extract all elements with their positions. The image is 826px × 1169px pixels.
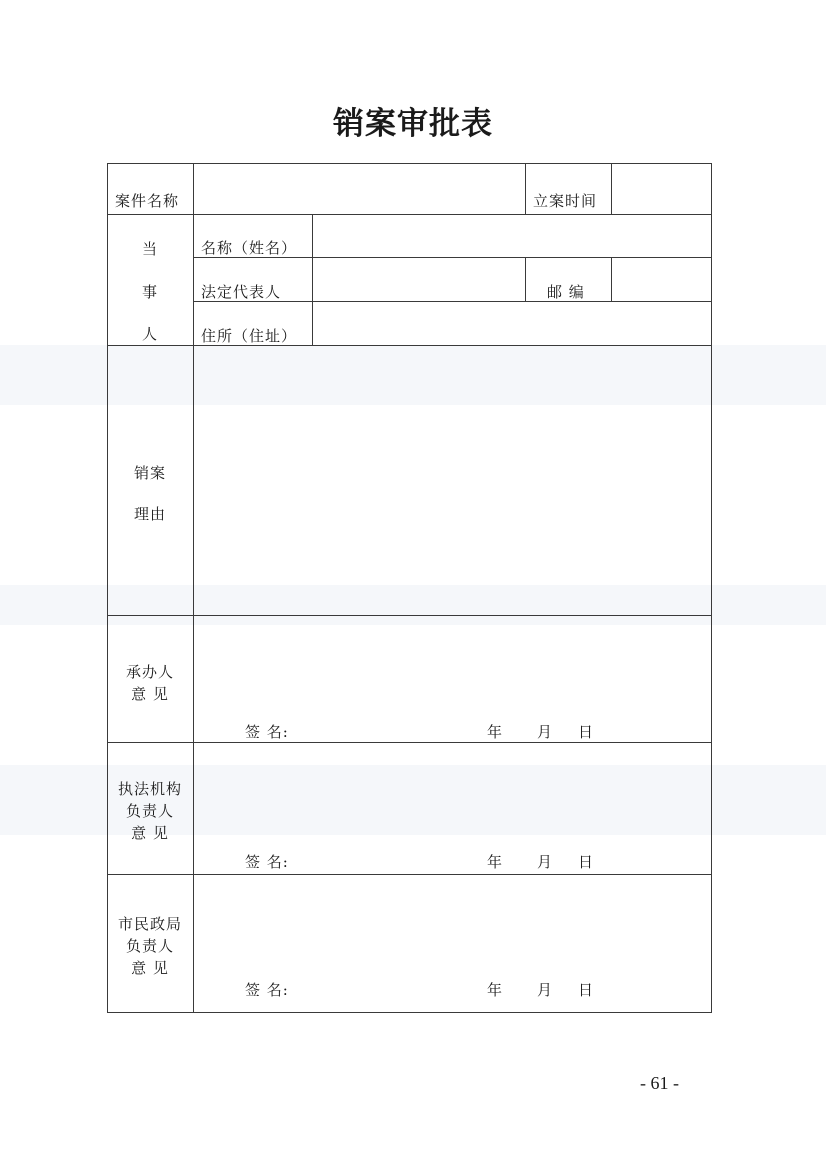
filing-time-label: 立案时间 <box>533 192 598 210</box>
agency-year: 年 <box>487 853 504 871</box>
party-label-char-3: 人 <box>141 325 158 343</box>
agency-month: 月 <box>537 853 554 871</box>
handler-label-line2: 意 见 <box>131 685 169 703</box>
bureau-month: 月 <box>537 981 554 999</box>
bureau-label-line1: 市民政局 <box>117 915 182 933</box>
address-label: 住所（住址） <box>201 327 298 345</box>
bureau-label-line2: 负责人 <box>125 937 174 955</box>
handler-month: 月 <box>537 723 554 741</box>
bureau-day: 日 <box>578 981 595 999</box>
agency-label-line1: 执法机构 <box>117 780 182 798</box>
agency-day: 日 <box>578 853 595 871</box>
page-title: 销案审批表 <box>333 106 493 142</box>
party-label-char-1: 当 <box>141 240 158 258</box>
handler-year: 年 <box>487 723 504 741</box>
reason-label-line1: 销案 <box>133 464 166 482</box>
bureau-year: 年 <box>487 981 504 999</box>
agency-label-line3: 意 见 <box>131 824 169 842</box>
agency-sign-label[interactable]: 签 名: <box>245 853 289 871</box>
handler-day: 日 <box>578 723 595 741</box>
postcode-label: 邮 编 <box>547 283 585 301</box>
show-through-band <box>0 345 826 405</box>
party-name-label: 名称（姓名） <box>201 239 298 257</box>
bureau-sign-label[interactable]: 签 名: <box>245 981 289 999</box>
handler-label-line1: 承办人 <box>125 663 174 681</box>
party-label-char-2: 事 <box>141 283 158 301</box>
reason-label-line2: 理由 <box>133 505 166 523</box>
agency-label-line2: 负责人 <box>125 802 174 820</box>
case-name-label: 案件名称 <box>115 192 180 210</box>
page-number: - 61 - <box>640 1073 679 1093</box>
legal-rep-label: 法定代表人 <box>201 283 282 301</box>
handler-sign-label[interactable]: 签 名: <box>245 723 289 741</box>
show-through-band <box>0 585 826 625</box>
bureau-label-line3: 意 见 <box>131 959 169 977</box>
